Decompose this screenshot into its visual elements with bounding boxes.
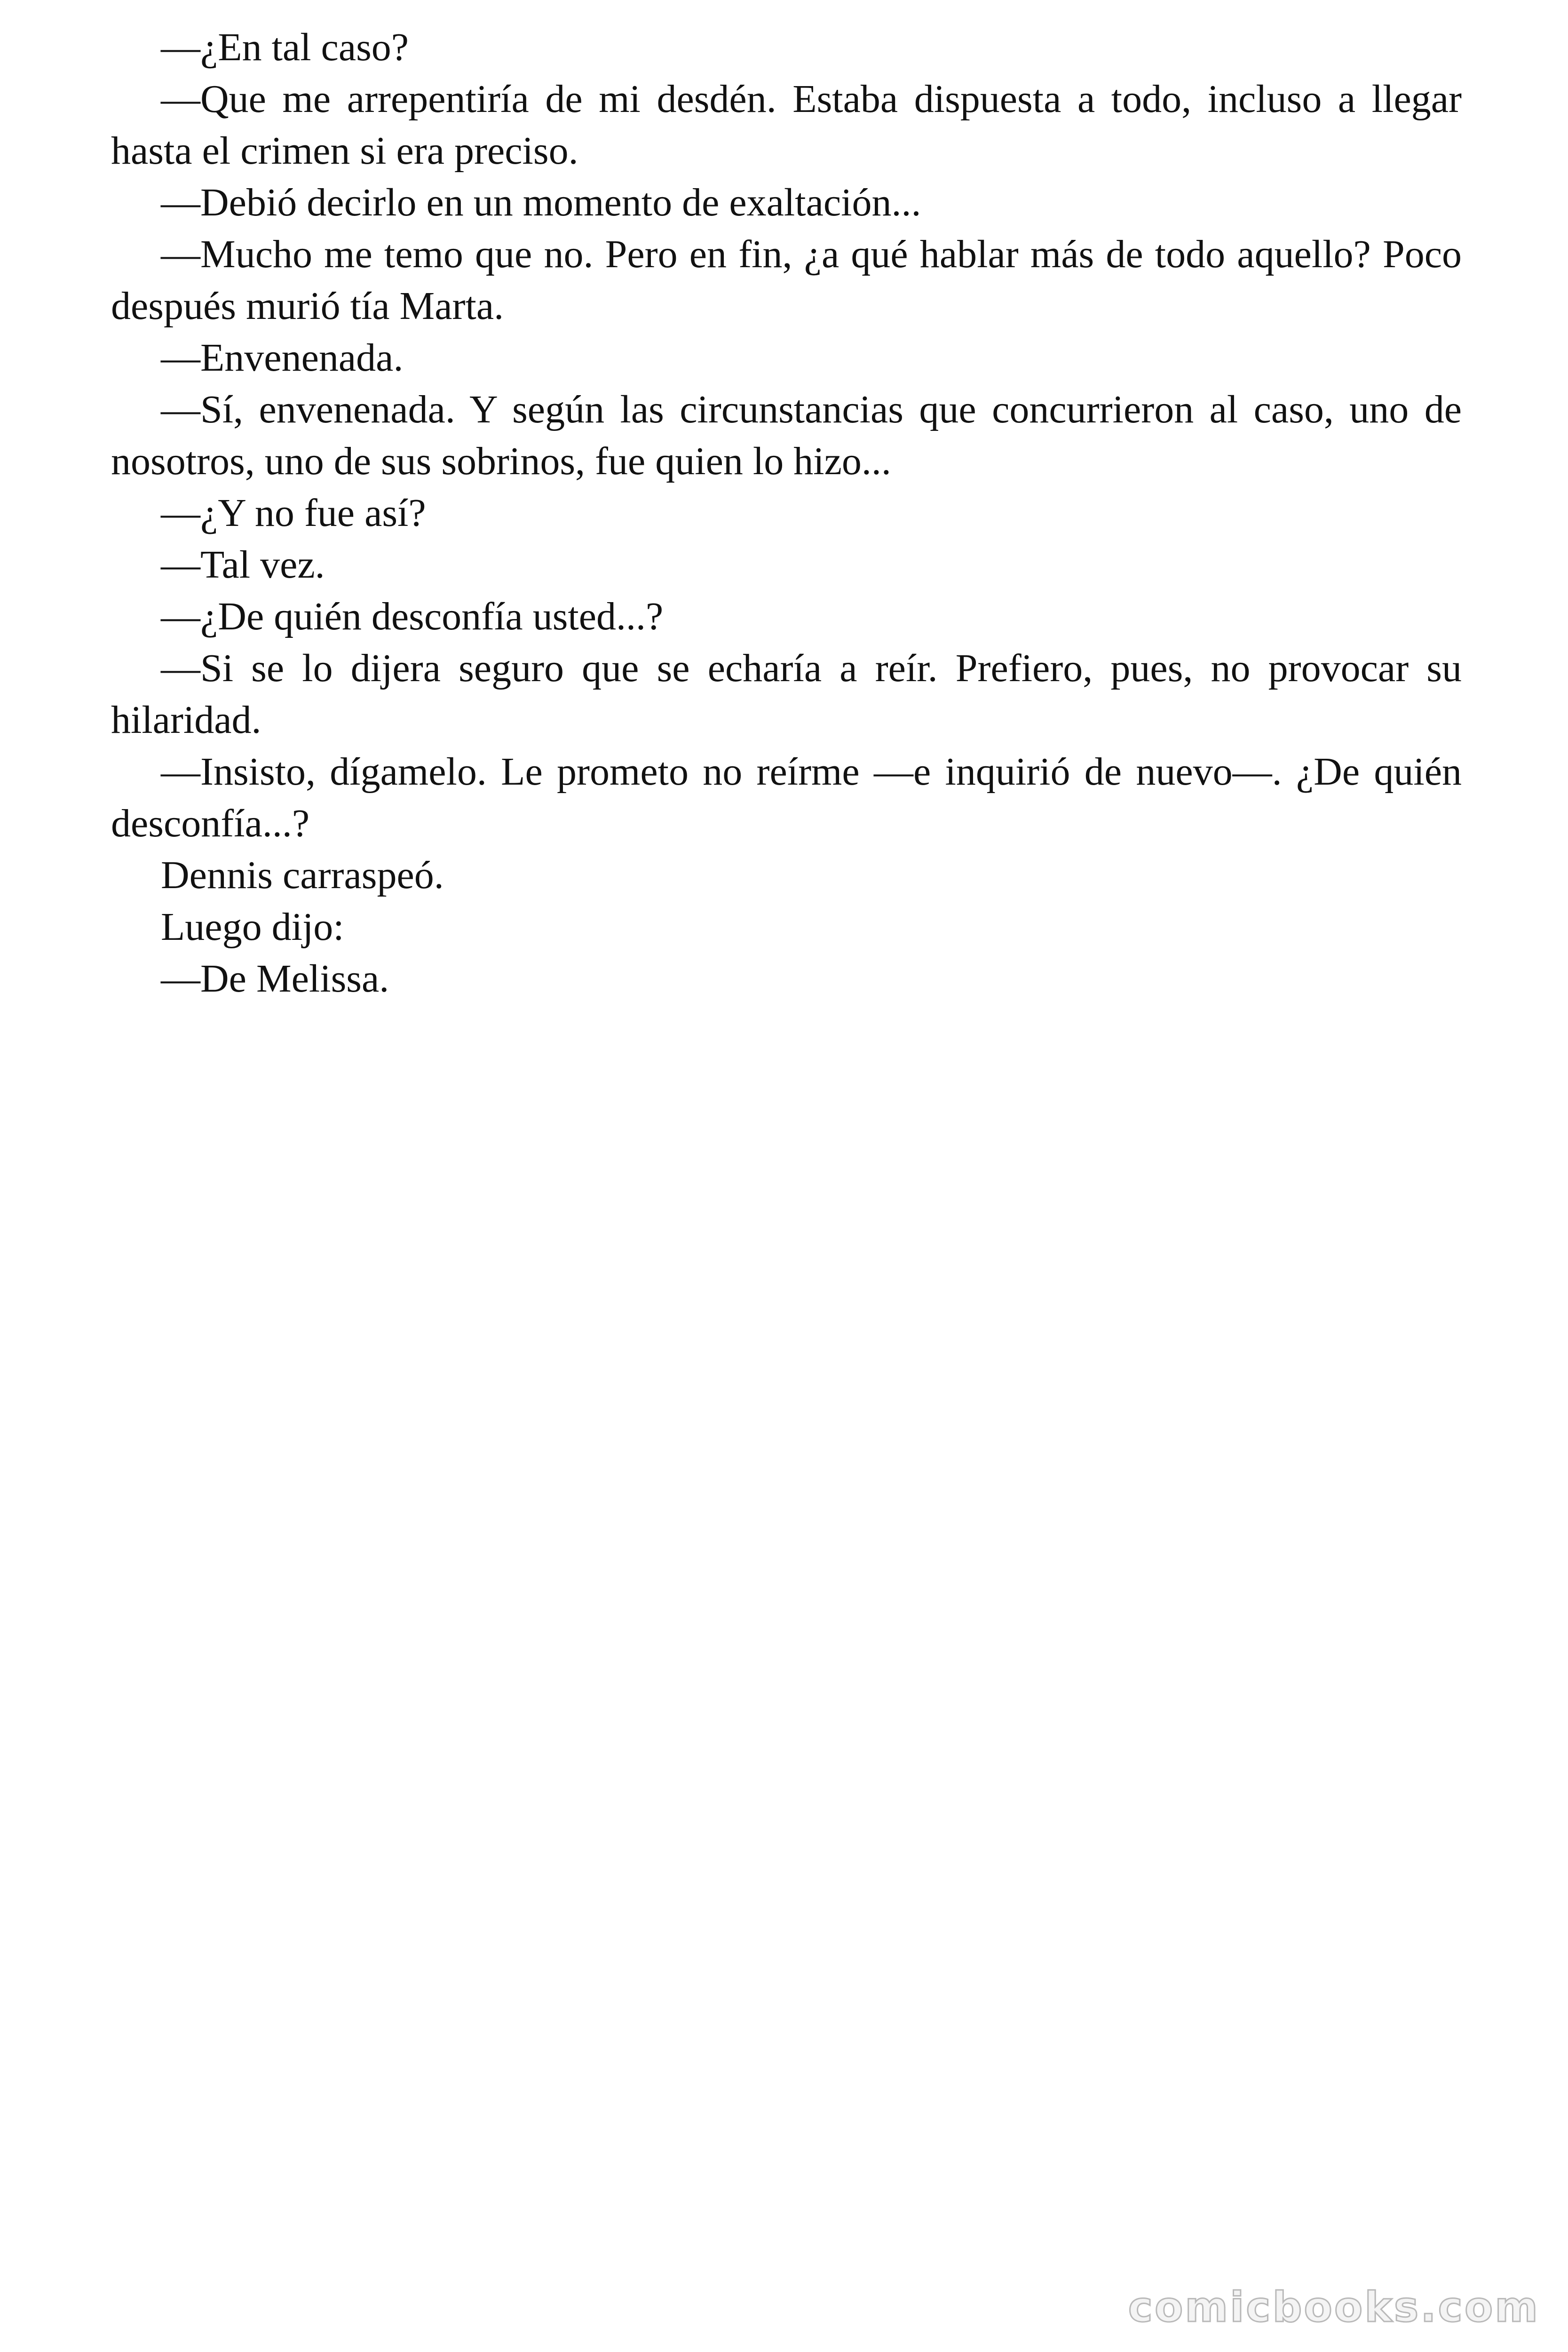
paragraph: —Envenenada. (161, 336, 404, 380)
paragraph: Dennis carraspeó. (161, 853, 444, 897)
paragraph: —Sí, envenenada. Y según las circunstancias que concurrieron al caso, uno de nosotros, uno de sus sobrinos, fue quien lo hizo... (111, 388, 1462, 483)
paragraph: —Mucho me temo que no. Pero en fin, ¿a qué hablar más de todo aquello? Poco después murió tía Marta. (111, 232, 1462, 328)
watermark: comicbooks.com (1128, 2283, 1540, 2331)
paragraph: —¿De quién desconfía usted...? (161, 595, 664, 638)
paragraph: —Tal vez. (161, 543, 325, 587)
paragraph: —Debió decirlo en un momento de exaltación... (161, 181, 921, 224)
paragraph: Luego dijo: (161, 905, 344, 949)
paragraph: —Que me arrepentiría de mi desdén. Estaba dispuesta a todo, incluso a llegar hasta el crimen si era preciso. (111, 77, 1462, 173)
body-text (111, 22, 1462, 1005)
paragraph: —Si se lo dijera seguro que se echaría a reír. Prefiero, pues, no provocar su hilaridad. (111, 646, 1462, 742)
paragraph: —Insisto, dígamelo. Le prometo no reírme —e inquirió de nuevo—. ¿De quién desconfía...? (111, 750, 1462, 845)
paragraph: —De Melissa. (161, 957, 389, 1001)
paragraph: —¿En tal caso? (161, 25, 409, 69)
paragraph: —¿Y no fue así? (161, 491, 426, 535)
